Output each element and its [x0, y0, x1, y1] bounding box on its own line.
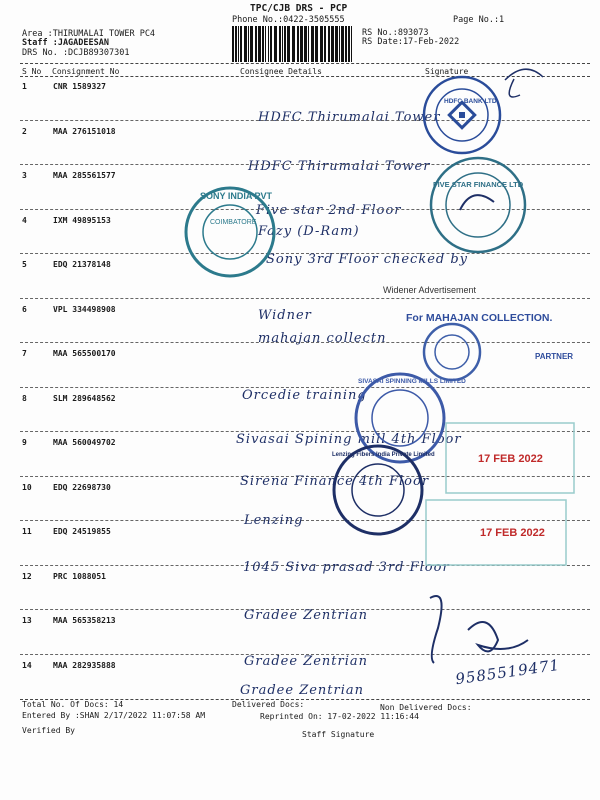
row-consignee-handwriting: Gradee Zentrian: [244, 608, 369, 623]
mahajan-stamp: [424, 324, 480, 380]
row-consignee-handwriting: Fazy (D-Ram): [258, 223, 360, 239]
row-sno: 10: [22, 482, 32, 492]
row-divider: [20, 120, 590, 121]
row-consignee-handwriting: 1045 Siva prasad 3rd Floor: [243, 559, 450, 575]
row-consignee-handwriting: Sirena Finance 4th Floor: [240, 473, 430, 489]
partner-stamp-text: PARTNER: [535, 352, 574, 361]
row-divider: [20, 209, 590, 210]
column-consignment: Consignment No: [52, 67, 120, 76]
rs-number: RS No.:893073: [362, 28, 429, 38]
fivestar-stamp: [431, 158, 525, 252]
handwritten-phone: 9585519471: [454, 655, 562, 689]
row-consignment-no: MAA 276151018: [53, 126, 116, 136]
row-sno: 13: [22, 616, 32, 625]
row-consignee-handwriting: HDFC Thirumalai Tower: [248, 158, 431, 174]
phone-number: Phone No.:0422-3505555: [232, 15, 345, 25]
row-consignment-no: VPL 334498908: [53, 304, 116, 314]
reprinted-on: Reprinted On: 17-02-2022 11:16:44: [260, 712, 419, 721]
staff-label: Staff :JAGADEESAN: [22, 38, 109, 48]
staff-signature: Staff Signature: [302, 730, 375, 739]
rs-date: RS Date:17-Feb-2022: [362, 37, 460, 47]
barcode-image: [230, 26, 358, 62]
row-consignee-handwriting: Orcedie training: [242, 387, 367, 403]
row-sno: 3: [22, 171, 27, 180]
row-sno: 12: [22, 571, 32, 581]
row-consignee-handwriting: Five star 2nd Floor: [256, 203, 402, 218]
handwritten-consignee-extra: Gradee Zentrian: [240, 683, 365, 698]
sony-stamp-text: SONY INDIA PVT: [200, 191, 273, 201]
lenzing-stamp-text: Lenzing Fibers India Private Limited: [332, 452, 435, 458]
mahajan-stamp-text: For MAHAJAN COLLECTION.: [406, 312, 553, 324]
header-divider-top: [20, 63, 590, 64]
row-sno: 5: [22, 260, 27, 269]
row-sno: 2: [22, 126, 27, 136]
row-sno: 14: [22, 660, 32, 670]
non-delivered-docs: Non Delivered Docs:: [380, 703, 472, 712]
row-consignee-handwriting: HDFC Thirumalai Tower: [258, 110, 441, 125]
row-consignee-handwriting: Lenzing: [244, 513, 304, 528]
column-sno: S No: [22, 67, 42, 76]
row-consignment-no: PRC 1088051: [53, 571, 106, 581]
row-consignee-handwriting: mahajan collectn: [258, 331, 387, 346]
row-sno: 7: [22, 349, 27, 358]
row-sno: 6: [22, 304, 27, 314]
row-consignment-no: MAA 285561577: [53, 171, 116, 180]
column-consignee: Consignee Details: [240, 67, 322, 76]
row-sno: 1: [22, 82, 27, 91]
signature-top: [505, 69, 543, 97]
row-sno: 4: [22, 215, 27, 225]
area-label: Area :THIRUMALAI TOWER PC4: [22, 29, 156, 39]
row-divider: [20, 520, 590, 521]
delivered-docs: Delivered Docs:: [232, 700, 305, 709]
sivasai-stamp-text: SIVASAI SPINNING MILLS LIMITED: [358, 378, 466, 385]
row-consignee-handwriting: Sony 3rd Floor checked by: [266, 252, 469, 267]
row-consignment-no: SLM 289648562: [53, 393, 116, 403]
total-docs: Total No. Of Docs: 14: [22, 700, 124, 709]
row-consignment-no: IXM 49895153: [53, 215, 111, 225]
page-number: Page No.:1: [453, 15, 505, 25]
row-sno: 9: [22, 438, 27, 447]
row-consignment-no: EDQ 21378148: [53, 260, 111, 269]
row-consignment-no: MAA 565500170: [53, 349, 116, 358]
fivestar-stamp-text: FIVE STAR FINANCE LTD: [433, 180, 524, 189]
entered-by: Entered By :SHAN 2/17/2022 11:07:58 AM: [22, 711, 206, 720]
row-divider: [20, 164, 590, 165]
row-sno: 11: [22, 527, 32, 536]
widener-stamp-text: Widener Advertisement: [383, 285, 477, 295]
header-divider-bottom: [20, 76, 590, 77]
row-consignment-no: MAA 282935888: [53, 660, 116, 670]
row-consignment-no: MAA 565358213: [53, 616, 116, 625]
date-stamp-1: 17 FEB 2022: [478, 453, 543, 465]
date-stamp-2: 17 FEB 2022: [480, 527, 545, 539]
row-consignment-no: EDQ 24519855: [53, 527, 111, 536]
hdfc-stamp-text: HDFC BANK LTD: [444, 98, 497, 105]
drs-number: DRS No. :DCJB89307301: [22, 48, 130, 58]
row-sno: 8: [22, 393, 27, 403]
row-consignee-handwriting: Widner: [258, 307, 312, 323]
row-consignment-no: EDQ 22698730: [53, 482, 111, 492]
verified-by: Verified By: [22, 726, 75, 735]
row-divider: [20, 298, 590, 299]
sony-city-stamp-text: COIMBATORE: [210, 219, 257, 226]
document-title: TPC/CJB DRS - PCP: [250, 3, 348, 14]
row-consignee-handwriting: Gradee Zentrian: [244, 653, 369, 669]
row-consignment-no: CNR 1589327: [53, 82, 106, 91]
row-consignee-handwriting: Sivasai Spining mill 4th Floor: [236, 432, 462, 447]
row-consignment-no: MAA 560049702: [53, 438, 116, 447]
column-signature: Signature: [425, 67, 469, 76]
